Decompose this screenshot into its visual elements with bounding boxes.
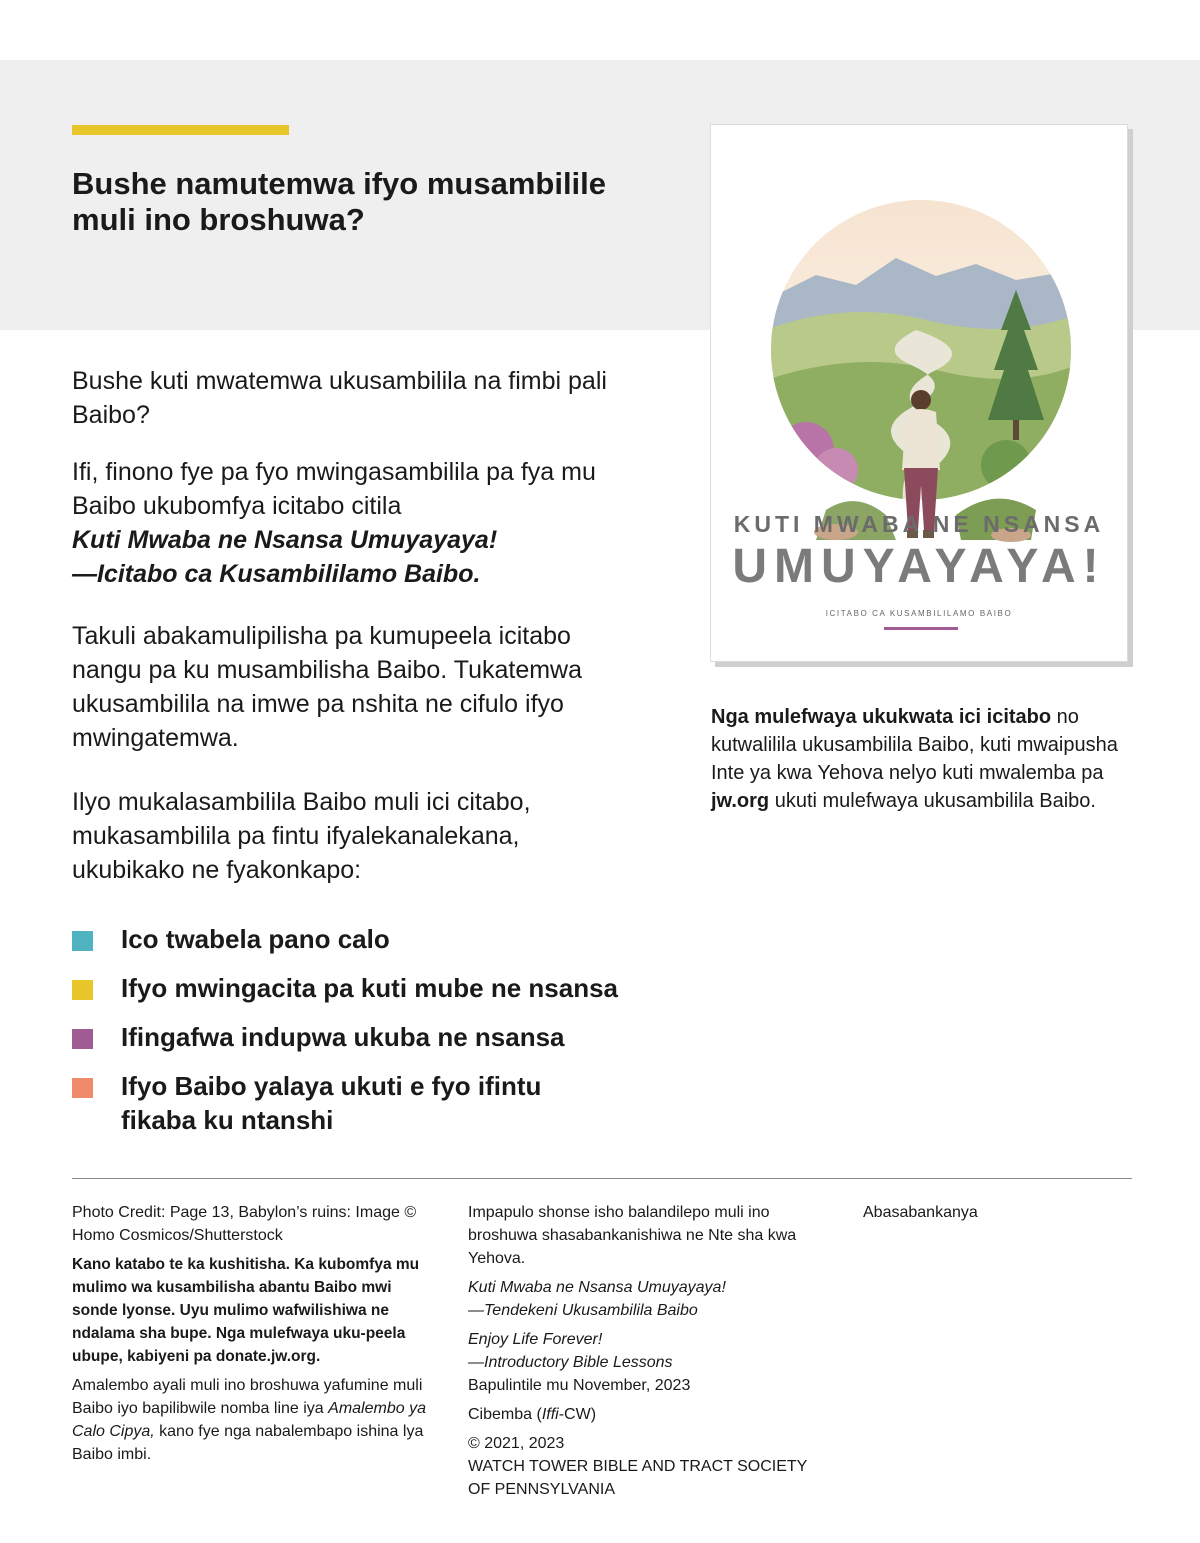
footer-col-distributor	[863, 1201, 1123, 1230]
topic-marker	[72, 931, 93, 951]
intro-free-paragraph: Takuli abakamulipilisha pa kumupeela icitabo nangu pa ku musambilisha Baibo. Tukatemwa ukusambilila na imwe pa nshita ne cifulo ifyo mwingatemwa.	[72, 622, 583, 752]
distributor-label: Abasabankanya	[863, 1204, 978, 1221]
intro-book-lead: Ifi, finono fye pa fyo mwingasambilila pa fya mu Baibo ukubomfya icitabo citila	[72, 458, 596, 520]
intro-book-title: Kuti Mwaba ne Nsansa Umuyayaya!	[72, 526, 498, 554]
topic-item	[72, 1020, 672, 1054]
topic-item	[72, 971, 672, 1005]
intro-book-paragraph	[72, 455, 632, 591]
language-code-symbol: Iffi	[541, 1406, 559, 1423]
topic-item	[72, 922, 672, 956]
scripture-note	[72, 1374, 437, 1466]
footer-col-publication	[468, 1201, 828, 1501]
topic-label: Ico twabela pano calo	[121, 924, 390, 954]
language-name: Cibemba (	[468, 1406, 542, 1423]
request-note-tail: ukuti mulefwaya ukusambilila Baibo.	[769, 790, 1096, 812]
request-note-text: no kutwalilila ukusambilila Baibo, kuti mwaipusha Inte ya kwa Yehova nelyo kuti mwalemba pa	[711, 706, 1118, 784]
publisher-line1: WATCH TOWER BIBLE AND TRACT SOCIETY	[468, 1458, 808, 1475]
photo-credit: Photo Credit: Page 13, Babylon’s ruins: Image © Homo Cosmicos/Shutterstock	[72, 1204, 417, 1244]
footer-divider	[72, 1178, 1132, 1179]
english-title-line2: —Introductory Bible Lessons	[468, 1354, 673, 1371]
intro-topics-paragraph: Ilyo mukalasambilila Baibo muli ici citabo, mukasambilila pa fintu ifyalekanalekana, ukubikako ne fyakonkapo:	[72, 788, 531, 884]
topic-label: Ifyo Baibo yalaya ukuti e fyo ifintu fikaba ku ntanshi	[121, 1071, 542, 1135]
printed-date: Bapulintile mu November, 2023	[468, 1377, 691, 1394]
request-note	[711, 703, 1131, 815]
jw-org-link[interactable]: jw.org	[711, 790, 770, 812]
intro-question: Bushe kuti mwatemwa ukusambilila na fimbi pali Baibo?	[72, 367, 607, 429]
footer-col-credits	[72, 1201, 437, 1472]
local-title-line2: —Tendekeni Ukusambilila Baibo	[468, 1302, 698, 1319]
publisher-line2: OF PENNSYLVANIA	[468, 1481, 615, 1498]
english-title	[468, 1328, 828, 1374]
topic-list	[72, 922, 672, 1152]
cover-title-line1: KUTI MWABA NE NSANSA	[733, 511, 1105, 537]
language-code	[468, 1403, 828, 1426]
book-cover	[710, 124, 1128, 662]
scripture-bible-title: Amalembo ya Calo Cipya,	[72, 1400, 426, 1440]
local-title	[468, 1276, 828, 1322]
scripture-note-tail: kano fye nga nabalembapo ishina lya Baibo imbi.	[72, 1423, 424, 1463]
topic-marker	[72, 1029, 93, 1049]
scripture-note-lead: Amalembo ayali muli ino broshuwa yafumine muli Baibo iyo bapilibwile nomba line iya	[72, 1377, 423, 1417]
pictures-note: Impapulo shonse isho balandilepo muli ino broshuwa shasabankanishiwa ne Nte sha kwa Yehova.	[468, 1204, 797, 1267]
topic-marker	[72, 980, 93, 1000]
language-code-suffix: -CW)	[558, 1406, 597, 1423]
local-title-line1: Kuti Mwaba ne Nsansa Umuyayaya!	[468, 1279, 726, 1296]
page-title: Bushe namutemwa ifyo musambilile muli ino broshuwa?	[72, 166, 607, 237]
request-note-lead: Nga mulefwaya ukukwata ici icitabo	[711, 706, 1052, 728]
topic-marker	[72, 1078, 93, 1098]
english-title-line1: Enjoy Life Forever!	[468, 1331, 603, 1348]
accent-bar	[72, 125, 289, 135]
cover-rule	[884, 627, 958, 630]
donation-notice: Kano katabo te ka kushitisha. Ka kubomfya mu mulimo wa kusambilisha abantu Baibo mwi sonde lyonse. Uyu mulimo wafwilishiwa ne ndalama sha bupe. Nga mulefwaya uku-peela ubupe, kabiyeni pa donate.jw.org.	[72, 1256, 420, 1365]
topic-label: Ifyo mwingacita pa kuti mube ne nsansa	[121, 973, 619, 1003]
copyright-years: © 2021, 2023	[468, 1435, 565, 1452]
cover-subtitle: ICITABO CA KUSAMBILILAMO BAIBO	[825, 609, 1013, 618]
topic-item	[72, 1069, 592, 1137]
intro-book-subtitle: —Icitabo ca Kusambililamo Baibo.	[72, 560, 481, 588]
topic-label: Ifingafwa indupwa ukuba ne nsansa	[121, 1022, 565, 1052]
copyright	[468, 1432, 828, 1501]
cover-title-line2: UMUYAYAYA!	[732, 540, 1106, 593]
